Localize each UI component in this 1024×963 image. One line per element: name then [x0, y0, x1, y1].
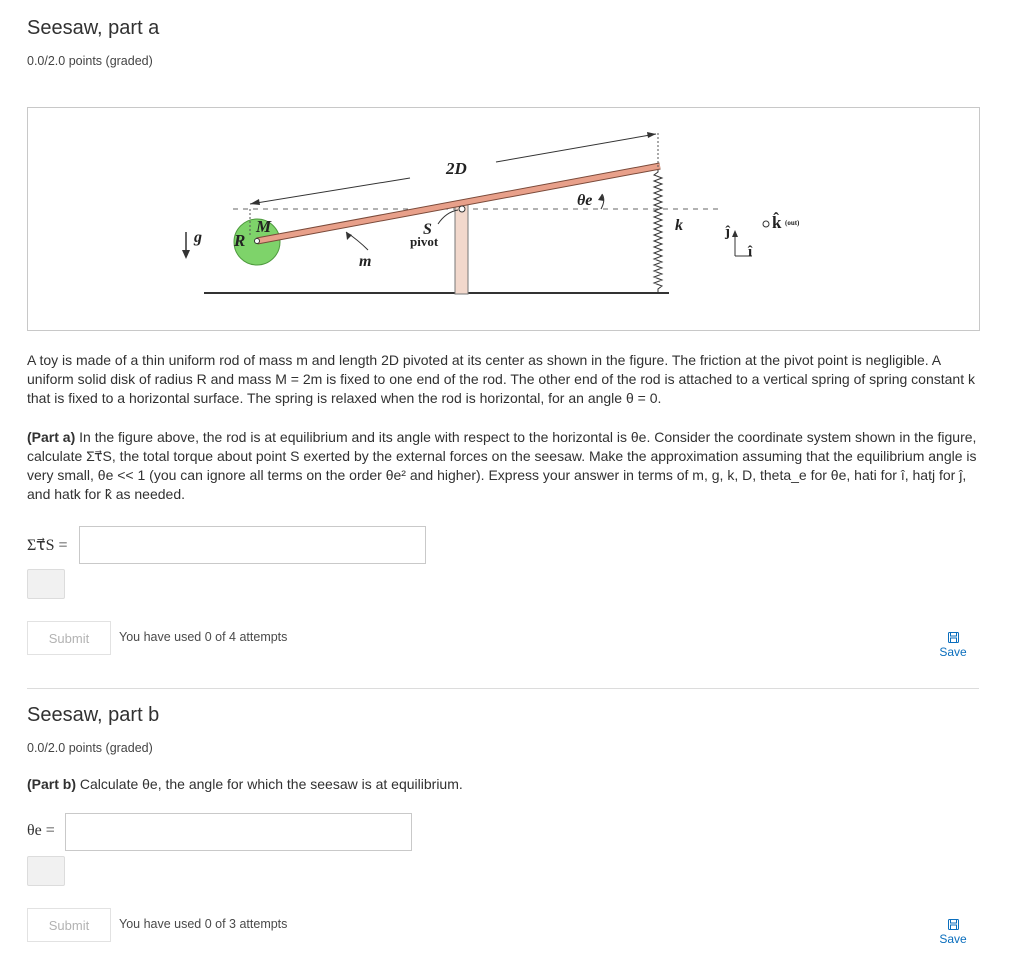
seesaw-diagram — [28, 108, 979, 330]
part-b-title: Seesaw, part b — [27, 704, 160, 726]
part-a-question-text: In the figure above, the rod is at equilibrium and its angle with respect to the horizontal is θe. Consider the coordinate system shown in the figure, calculate Στ⃗S, the total torque about point S exerted by the external forces on the seesaw. Make the approximation assuming that the equilibrium angle is very small, θe << 1 (you can ignore all terms on the order θe² and higher). Express your answer in terms of m, g, k, D, theta_e for θe, hati for î, hatj for ĵ, and hatk for k̂ as needed. — [27, 429, 977, 502]
part-a-points: 0.0/2.0 points (graded) — [27, 54, 153, 68]
intro-paragraph — [27, 351, 977, 408]
torque-answer-label: Στ⃗S = — [27, 537, 68, 554]
intro-text: A toy is made of a thin uniform rod of mass m and length 2D pivoted at its center as shown in the figure. The friction at the pivot point is negligible. A uniform solid disk of radius R and mass M = 2m is fixed to one end of the rod. The other end of the rod is attached to a vertical spring of spring constant k that is fixed to a horizontal surface. The spring is relaxed when the rod is horizontal, for an angle θ = 0. — [27, 352, 975, 406]
length-label: 2D — [446, 159, 467, 178]
out-label: (out) — [785, 219, 800, 227]
part-b-save-label: Save — [939, 932, 967, 946]
part-b-submit-button[interactable]: Submit — [27, 908, 111, 942]
pivot-label: pivot — [410, 234, 439, 249]
part-a-attempts-text: You have used 0 of 4 attempts — [119, 630, 288, 644]
section-divider — [27, 688, 979, 689]
length-arrow-left — [250, 178, 410, 204]
length-arrow-right — [496, 134, 656, 162]
part-a-save-button[interactable] — [933, 632, 973, 659]
spring — [654, 168, 662, 293]
part-b-question-text: Calculate θe, the angle for which the seesaw is at equilibrium. — [79, 776, 463, 792]
M-label: M — [256, 217, 272, 236]
part-b-question — [27, 775, 977, 794]
torque-answer-input[interactable] — [79, 526, 426, 564]
part-a-title: Seesaw, part a — [27, 17, 160, 39]
k-hat-label: k̂ — [772, 213, 782, 232]
j-hat-label: ĵ — [725, 224, 730, 240]
part-a-submit-button[interactable]: Submit — [27, 621, 111, 655]
length-arrowhead-right — [647, 132, 656, 138]
pivot-post — [455, 202, 468, 294]
g-label: g — [194, 229, 202, 246]
seesaw-figure — [27, 107, 980, 331]
save-icon — [948, 632, 959, 643]
disk-center — [255, 239, 260, 244]
part-b-question-label: (Part b) — [27, 776, 76, 792]
j-axis-head — [732, 230, 738, 237]
S-label: S — [423, 221, 432, 238]
part-a-save-label: Save — [939, 645, 967, 659]
part-b-attempts-text: You have used 0 of 3 attempts — [119, 917, 288, 931]
i-hat-label: î — [748, 244, 753, 260]
length-arrowhead-left — [250, 199, 260, 205]
pivot-point — [459, 206, 465, 212]
k-label: k — [675, 217, 683, 234]
part-b-points: 0.0/2.0 points (graded) — [27, 741, 153, 755]
part-a-question — [27, 428, 977, 504]
k-out-dot — [763, 221, 769, 227]
m-label: m — [359, 253, 372, 270]
gravity-arrowhead — [182, 250, 190, 259]
part-b-status-indicator — [27, 856, 65, 886]
part-a-status-indicator — [27, 569, 65, 599]
part-a-question-label: (Part a) — [27, 429, 76, 445]
theta-label: θe — [577, 192, 593, 209]
theta-answer-label: θe = — [27, 822, 55, 839]
save-icon — [948, 919, 959, 930]
theta-answer-input[interactable] — [65, 813, 412, 851]
part-b-save-button[interactable] — [933, 919, 973, 946]
R-label: R — [234, 231, 246, 250]
